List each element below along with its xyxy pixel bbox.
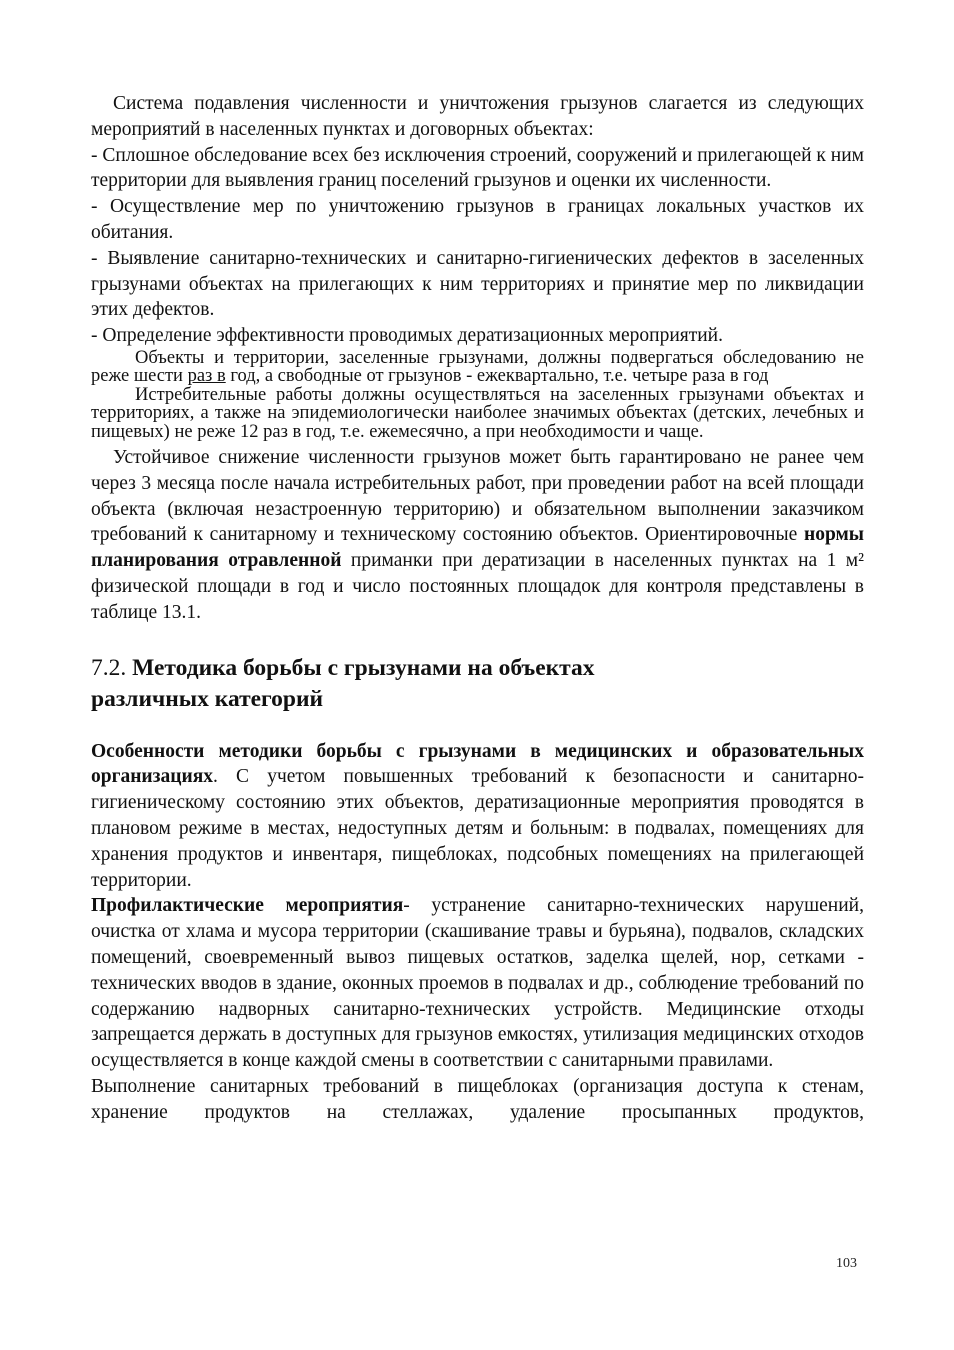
catering-paragraph: Выполнение санитарных требований в пищеблоках (организация доступа к стенам, хранение продуктов на стеллажах, удаление просыпанных продуктов,: [91, 1075, 864, 1123]
list-item-efficiency: - Определение эффективности проводимых дератизационных мероприятий.: [91, 325, 723, 347]
prevention-paragraph: [91, 893, 864, 1074]
section-title-line1: Методика борьбы с грызунами на объектах: [132, 654, 595, 681]
list-item-defects: - Выявление санитарно-технических и санитарно-гигиенических дефектов в заселенных грызунами объектах на прилегающих к ним территориях и принятие мер по ликвидации этих дефектов.: [91, 247, 864, 321]
extermination-paragraph: Истребительные работы должны осуществляться на заселенных грызунами объектах и территориях, а также на эпидемиологически наиболее значимых объектах (детских, лечебных и пищевых) не реже 12 раз в год, т.е. ежемесячно, а при необходимости и чаще.: [91, 384, 864, 442]
page-number: 103: [836, 1256, 857, 1271]
medical-text: . С учетом повышенных требований к безопасности и санитарно-гигиеническому состоянию этих объектов, дератизационные мероприятия проводятся в плановом режиме в местах, недоступных детям и больным: в подвалах, помещениях для хранения продуктов и инвентаря, пищеблоках, подсобных помещениях на прилегающей территории.: [91, 766, 864, 891]
prevention-text: - устранение санитарно-технических нарушений, очистка от хлама и мусора территории (скашивание травы и бурьяна), подвалов, складских помещений, своевременный вывоз пищевых остатков, заделка щелей, нор, сетками - технических вводов в здание, оконных проемов в подвалах и др., соблюдение требований по содержанию надворных санитарно-технических устройств. Медицинские отходы запрещается держать в доступных для грызунов емкостях, утилизация медицинских отходов осуществляется в конце каждой смены в соответствии с санитарными правилами.: [91, 895, 864, 1072]
list-item-extermination: - Осуществление мер по уничтожению грызунов в границах локальных участков их обитания.: [91, 196, 864, 243]
reduction-text-2: приманки при дератизации в населенных пунктах на 1 м² физической площади в год и число постоянных площадок для контроля представлены в таблице 13.1.: [91, 550, 864, 623]
inspection-underlined: раз в: [187, 366, 226, 387]
reduction-paragraph: [91, 441, 864, 626]
reduction-text-1: Устойчивое снижение численности грызунов может быть гарантировано не ранее чем через 3 месяца после начала истребительных работ, при проведении работ на всей площади объекта (включая незастроенную территорию) и обязательном выполнении заказчиком требований к санитарному и техническому состоянию объектов. Ориентировочные: [91, 447, 864, 546]
intro-paragraph: Система подавления численности и уничтожения грызунов слагается из следующих мероприятий в населенных пунктах и договорных объектах:: [91, 93, 864, 140]
reduction-bold: нормы планирования отравленной: [91, 524, 864, 572]
section-title-line2: различных категорий: [91, 685, 324, 712]
inspection-paragraph: [91, 349, 864, 386]
medical-bold: Особенности методики борьбы с грызунами в медицинских и образовательных организациях: [91, 740, 864, 788]
inspection-text-1: Объекты и территории, заселенные грызунами, должны подвергаться обследованию не реже шести: [91, 347, 864, 387]
section-number: 7.2.: [91, 654, 127, 681]
inspection-text-2: год, а свободные от грызунов - ежеквартально, т.е. четыре раза в год: [225, 366, 769, 387]
prevention-bold: Профилактические мероприятия: [91, 895, 404, 917]
medical-paragraph: [91, 739, 864, 894]
section-heading: [91, 626, 864, 739]
list-item-survey: - Сплошное обследование всех без исключения строений, сооружений и прилегающей к ним территории для выявления границ поселений грызунов и оценки их численности.: [91, 144, 864, 192]
page-content: [91, 91, 864, 1126]
